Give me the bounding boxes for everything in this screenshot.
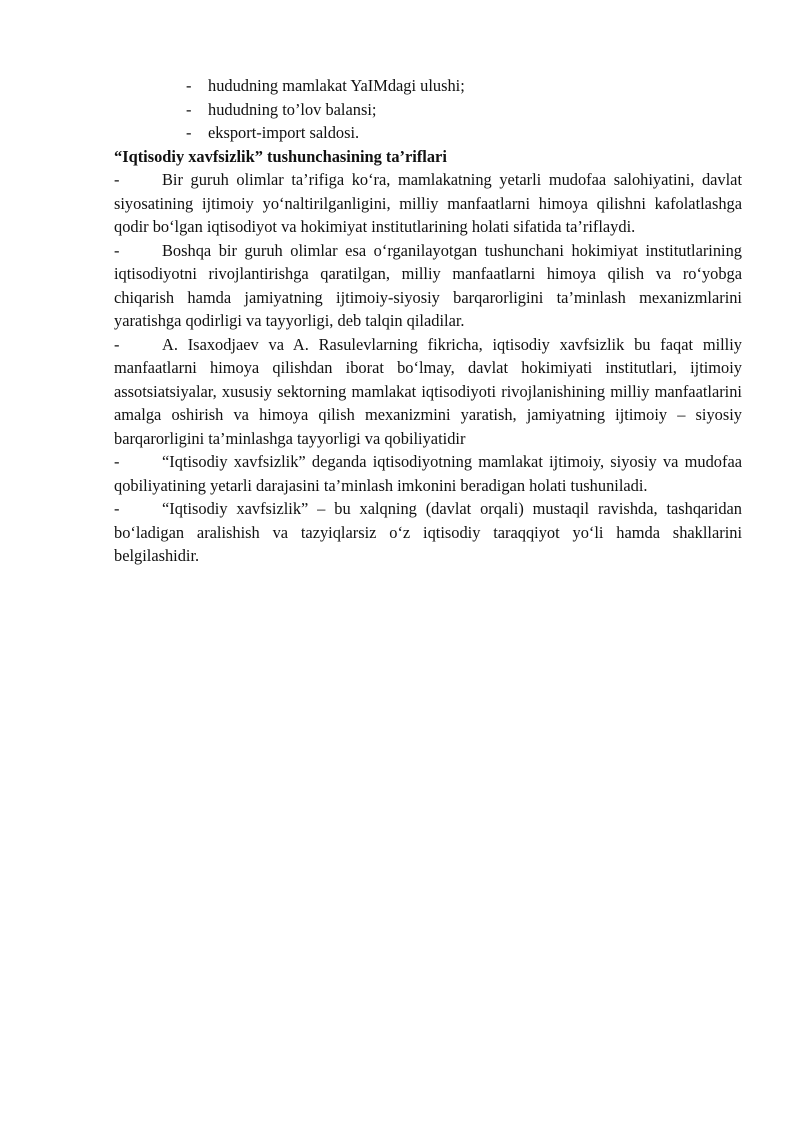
list-item bbox=[186, 121, 742, 145]
paragraph-dash: - bbox=[114, 170, 120, 189]
paragraph-text: “Iqtisodiy xavfsizlik” deganda iqtisodiyotning mamlakat ijtimoiy, siyosiy va mudofaa qobiliyatining yetarli darajasini ta’minlash imkonini beradigan holati tushuniladi. bbox=[114, 452, 742, 495]
paragraph-text: Bir guruh olimlar ta’rifiga ko‘ra, mamlakatning yetarli mudofaa salohiyatini, davlat siyosatining ijtimoiy yo‘naltirilganligini, milliy manfaatlarni himoya qilishni kafolatlashga qodir bo‘lgan iqtisodiyot va hokimiyat institutlarining holati sifatida ta’riflaydi. bbox=[114, 170, 742, 236]
definition-paragraph bbox=[114, 450, 742, 497]
list-item-text: hududning to’lov balansi; bbox=[208, 99, 377, 119]
definition-paragraph bbox=[114, 333, 742, 451]
paragraph-dash: - bbox=[114, 499, 120, 518]
definition-paragraph bbox=[114, 497, 742, 568]
list-dash: - bbox=[186, 123, 192, 142]
paragraph-dash: - bbox=[114, 452, 120, 471]
list-dash: - bbox=[186, 76, 192, 95]
paragraph-text: A. Isaxodjaev va A. Rasulevlarning fikricha, iqtisodiy xavfsizlik bu faqat milliy manfaatlarni himoya qilishdan iborat bo‘lmay, davlat hokimiyati institutlari, ijtimoiy assotsiatsiyalar, xususiy sektorning mamlakat iqtisodiyoti rivojlanishining milliy manfaatlarini amalga oshirish va himoya qilish mexanizmini yaratish, jamiyatning ijtimoiy – siyosiy barqarorligini ta’minlashga tayyorligi va qobiliyatidir bbox=[114, 334, 742, 448]
list-item bbox=[186, 74, 742, 98]
section-heading: “Iqtisodiy xavfsizlik” tushunchasining ta’riflari bbox=[114, 146, 447, 166]
paragraph-dash: - bbox=[114, 334, 120, 354]
definition-paragraph bbox=[114, 168, 742, 239]
paragraph-text: Boshqa bir guruh olimlar esa o‘rganilayotgan tushunchani hokimiyat institutlarining iqtisodiyotni rivojlantirishga qaratilgan, milliy manfaatlarni himoya qilish va ro‘yobga chiqarish hamda jamiyatning ijtimoiy-siyosiy barqarorligini ta’minlash mexanizmlarini yaratishga qodirligi va tayyorligi, deb talqin qiladilar. bbox=[114, 240, 742, 330]
list-item-text: eksport-import saldosi. bbox=[208, 123, 360, 142]
list-dash: - bbox=[186, 99, 192, 119]
paragraph-text: “Iqtisodiy xavfsizlik” – bu xalqning (davlat orqali) mustaqil ravishda, tashqaridan bo‘ladigan aralishish va tazyiqlarsiz o‘z iqtisodiy taraqqiyot yo‘li hamda shakllarini belgilashidir. bbox=[114, 499, 742, 565]
definition-paragraph bbox=[114, 239, 742, 333]
list-item-text: hududning mamlakat YaIMdagi ulushi; bbox=[208, 76, 465, 95]
document-page bbox=[114, 74, 742, 568]
paragraph-dash: - bbox=[114, 240, 120, 260]
indicator-list bbox=[114, 74, 742, 145]
list-item bbox=[186, 98, 742, 122]
